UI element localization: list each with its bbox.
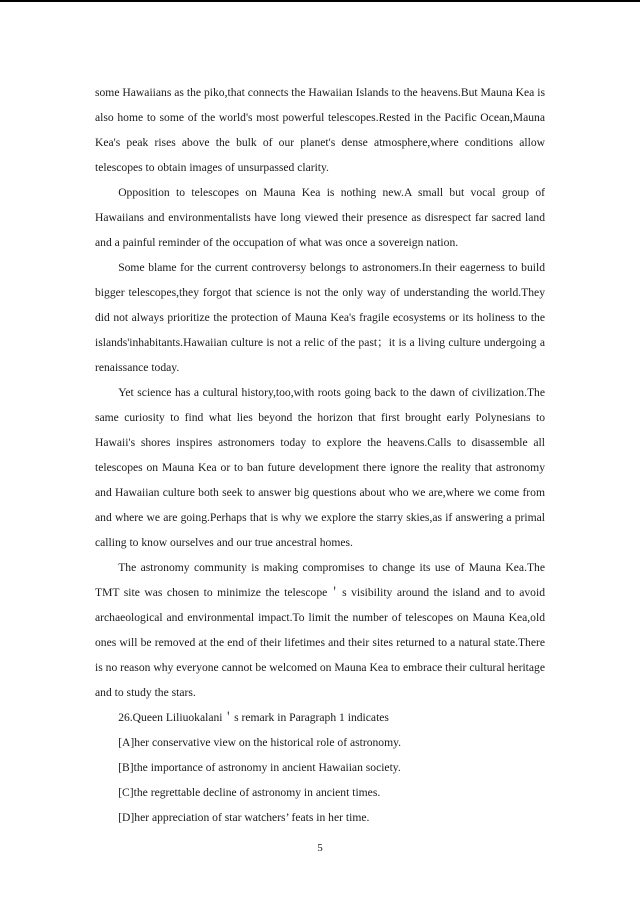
paragraph-5: The astronomy community is making compromises to change its use of Mauna Kea.The TMT site was chosen to minimize the telescope＇s visibility around the island and to avoid archaeological and environmental impact.To limit the number of telescopes on Mauna Kea,old ones will be removed at the end of their lifetimes and their sites returned to a natural state.There is no reason why everyone cannot be welcomed on Mauna Kea to embrace their cultural heritage and to study the stars.: [95, 561, 545, 699]
paragraph-1: some Hawaiians as the piko,that connects the Hawaiian Islands to the heavens.But Mauna Kea is also home to some of the world's most powerful telescopes.Rested in the Pacific Ocean,Mauna Kea's peak rises above the bulk of our planet's dense atmosphere,where conditions allow telescopes to obtain images of unsurpassed clarity.: [95, 86, 545, 174]
document-body: [95, 80, 545, 830]
option-d: [D]her appreciation of star watchers’ feats in her time.: [118, 811, 370, 824]
paragraph-2: Opposition to telescopes on Mauna Kea is nothing new.A small but vocal group of Hawaiians and environmentalists have long viewed their presence as disrespect far sacred land and a painful reminder of the occupation of what was once a sovereign nation.: [95, 186, 545, 249]
page-number: 5: [317, 842, 323, 854]
option-b: [B]the importance of astronomy in ancient Hawaiian society.: [118, 761, 401, 774]
paragraph-4: Yet science has a cultural history,too,with roots going back to the dawn of civilization.The same curiosity to find what lies beyond the horizon that first brought early Polynesians to Hawaii's shores inspires astronomers today to explore the heavens.Calls to disassemble all telescopes on Mauna Kea or to ban future development there ignore the reality that astronomy and Hawaiian culture both seek to answer big questions about who we are,where we come from and where we are going.Perhaps that is why we explore the starry skies,as if answering a primal calling to know ourselves and our true ancestral homes.: [95, 386, 545, 549]
paragraph-3: Some blame for the current controversy belongs to astronomers.In their eagerness to build bigger telescopes,they forgot that science is not the only way of understanding the world.They did not always prioritize the protection of Mauna Kea's fragile ecosystems or its holiness to the islands'inhabitants.Hawaiian culture is not a relic of the past；it is a living culture undergoing a renaissance today.: [95, 261, 545, 374]
question-stem: 26.Queen Liliuokalani＇s remark in Paragraph 1 indicates: [118, 711, 389, 724]
option-c: [C]the regrettable decline of astronomy in ancient times.: [118, 786, 381, 799]
top-border-rule: [0, 0, 640, 2]
option-a: [A]her conservative view on the historical role of astronomy.: [118, 736, 402, 749]
